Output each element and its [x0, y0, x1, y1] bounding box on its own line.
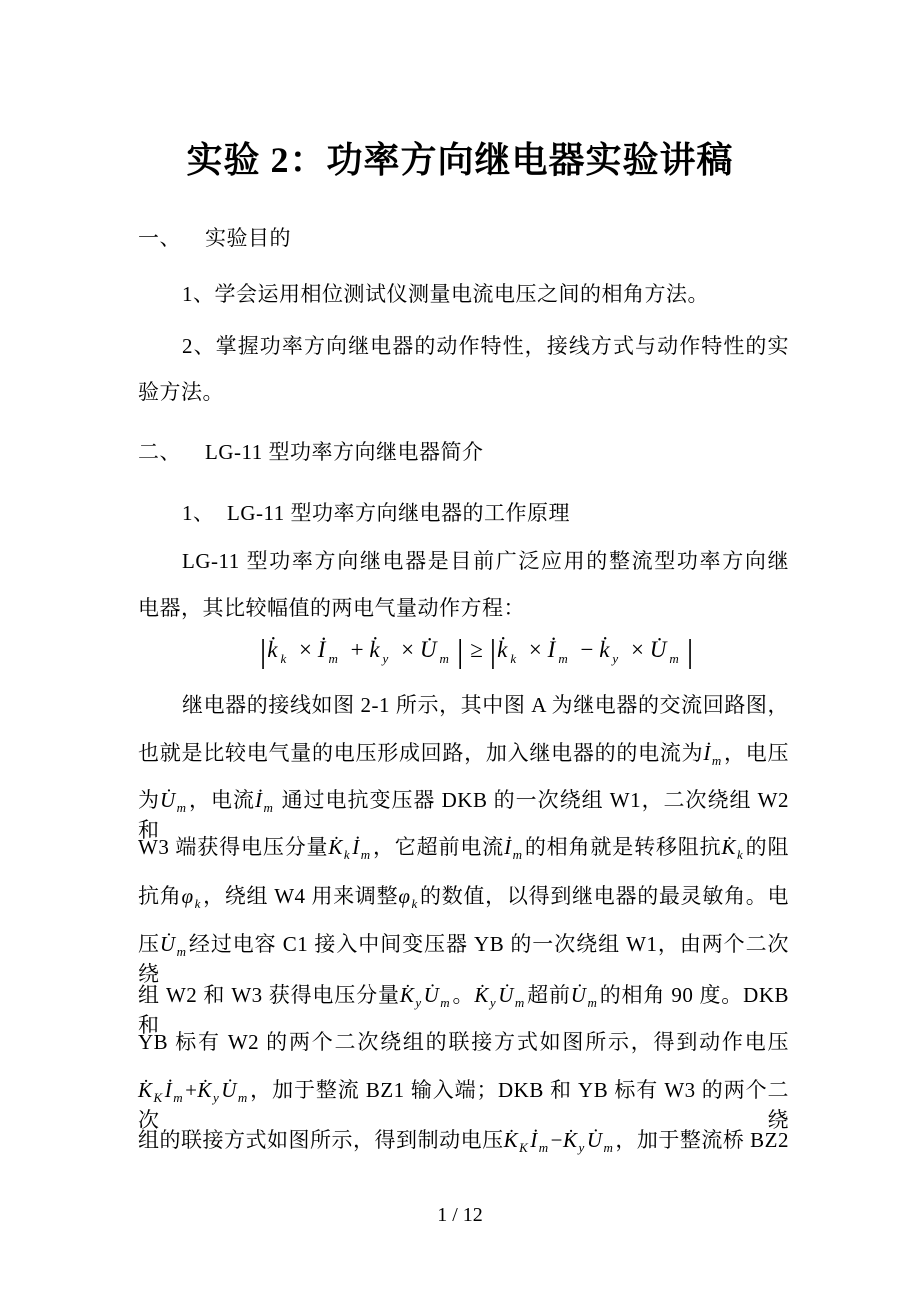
section-2-heading — [138, 437, 789, 467]
operation-equation-formula: |k̇ $_k$ × İ $_m$ + k̇ $_y$ × U̇ $_m$ | ≥ |k̇ $_k$ × İ $_m$ − k̇ $_y$ × U̇ $_m$ | — [259, 634, 694, 670]
purpose-item-2-line-1: 2、掌握功率方向继电器的动作特性，接线方式与动作特性的实 — [182, 334, 789, 358]
purpose-item-2-line-2: 验方法。 — [138, 380, 224, 404]
section-2-label: LG-11 型功率方向继电器简介 — [205, 440, 484, 464]
body-line: W3 端获得电压分量$K̇_kİ_m$，它超前电流$İ_m$的相角就是转移阻抗$K̇_k$的阻 — [138, 835, 790, 863]
body-line: 抗角$\varphi_k$，绕组 W4 用来调整$\varphi_k$的数值，以得到继电器的最灵敏角。电 — [138, 884, 790, 912]
body-line: 组 W2 和 W3 获得电压分量$K̇_yU̇_m$。$K̇_yU̇_m$超前$U̇_m$的相角 90 度。DKB 和 — [138, 983, 789, 1037]
body-line: 继电器的接线如图 2-1 所示，其中图 A 为继电器的交流回路图， — [182, 693, 789, 717]
intro-line-1: LG-11 型功率方向继电器是目前广泛应用的整流型功率方向继 — [182, 549, 789, 573]
body-line: 为$U̇_m$，电流$İ_m$ 通过电抗变压器 DKB 的一次绕组 W1，二次绕组 W2 和 — [138, 788, 790, 842]
section-1-label: 实验目的 — [205, 226, 291, 250]
section-2-1-marker: 1、 — [182, 501, 215, 525]
section-2-1-heading — [138, 498, 789, 528]
section-1-marker: 一、 — [138, 226, 181, 250]
intro-line-2: 电器，其比较幅值的两电气量动作方程： — [138, 596, 525, 620]
body-line: 压$U̇_m$经过电容 C1 接入中间变压器 YB 的一次绕组 W1，由两个二次绕 — [138, 932, 789, 986]
page-number: 1 / 12 — [437, 1204, 483, 1226]
section-2-1-label: LG-11 型功率方向继电器的工作原理 — [227, 501, 570, 525]
body-line: 也就是比较电气量的电压形成回路，加入继电器的的电流为$İ_m$，电压 — [138, 741, 790, 769]
purpose-item-1: 1、学会运用相位测试仪测量电流电压之间的相角方法。 — [182, 282, 709, 306]
body-line: $K̇_Kİ_m+K̇_yU̇_m$，加于整流 BZ1 输入端；DKB 和 YB 标有 W3 的两个二次绕 — [138, 1078, 789, 1132]
section-1-heading — [138, 223, 789, 253]
doc-title: 实验 2：功率方向继电器实验讲稿 — [186, 140, 734, 180]
section-2-marker: 二、 — [138, 440, 181, 464]
body-line: YB 标有 W2 的两个二次绕组的联接方式如图所示，得到动作电压 — [138, 1030, 789, 1054]
body-line: 组的联接方式如图所示，得到制动电压$K̇_Kİ_m-K̇_yU̇_m$，加于整流桥 BZ2 — [138, 1128, 789, 1156]
